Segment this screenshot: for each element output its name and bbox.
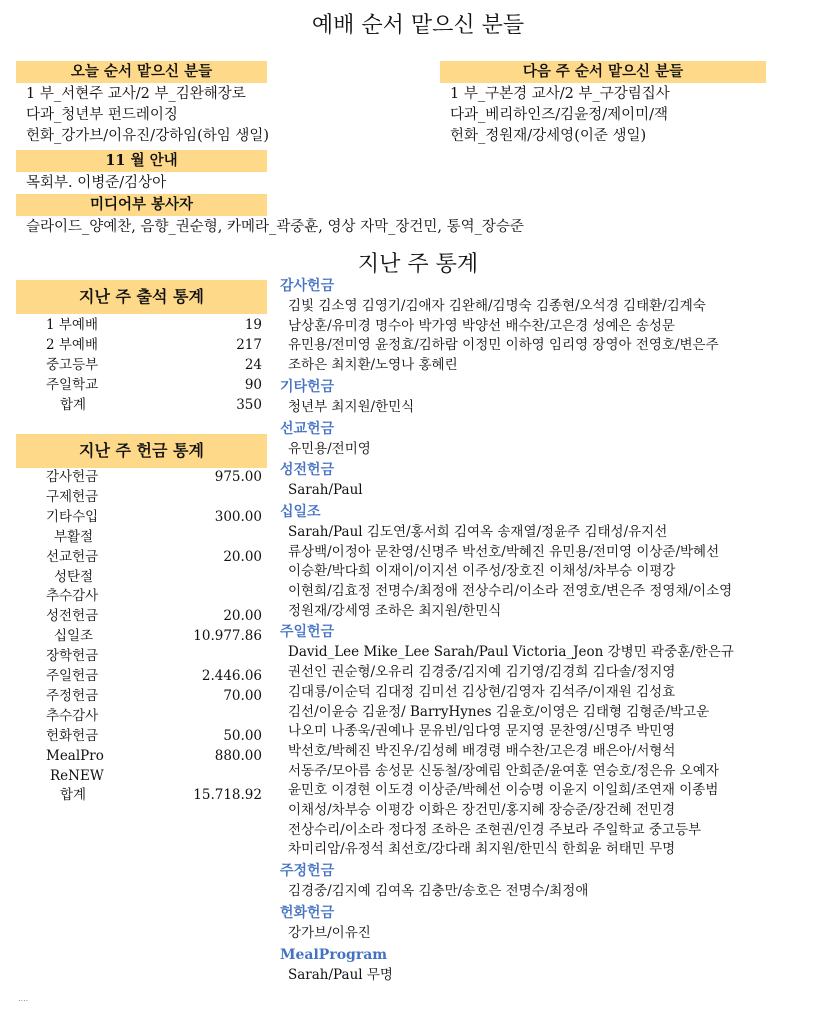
group-line: 차미리암/유정석 최선호/강다래 최지원/한민식 한희윤 허태민 무명 bbox=[288, 841, 676, 858]
group-line: 이현희/김효정 전명수/최정애 전상수리/이소라 전영호/변은주 정영채/이소영 bbox=[288, 583, 733, 600]
group-line: 김대룡/이순덕 김대정 김미선 김상현/김영자 김석주/이재원 김성효 bbox=[288, 683, 676, 700]
media-line: 슬라이드_양예찬, 음향_권순형, 카메라_곽중훈, 영상 자막_장건민, 통역_장승준 bbox=[26, 219, 524, 235]
group-heading-mealprogram: MealProgram bbox=[280, 946, 388, 963]
offering-row: 구제헌금 bbox=[46, 488, 99, 505]
group-line: 이채성/차부승 이평강 이화은 장건민/홍지혜 장승준/장건혜 전민경 bbox=[288, 802, 676, 819]
attendance-row: 1 부예배 19 bbox=[46, 317, 262, 333]
group-line: 나오미 나종욱/권예나 문유빈/임다영 문지영 문찬영/신명주 박민영 bbox=[288, 723, 676, 740]
group-line: 조하은 최치환/노영나 홍혜린 bbox=[288, 357, 458, 374]
offering-row: 장학헌금 bbox=[46, 648, 99, 665]
today-line: 1 부_서현주 교사/2 부_김완해장로 bbox=[26, 86, 246, 102]
corner-marker: .... bbox=[18, 994, 29, 1003]
group-line: 유민용/전미영 bbox=[288, 440, 371, 457]
group-line: 김경중/김지예 김여옥 김충만/송호은 전명수/최정애 bbox=[288, 883, 589, 900]
attendance-row: 중고등부 24 bbox=[46, 356, 262, 373]
offering-row: 십일조 10.977.86 bbox=[54, 628, 262, 645]
attendance-header: 지난 주 출석 통계 bbox=[16, 280, 267, 314]
group-line: 남상훈/유미경 명수아 박가영 박양선 배수찬/고은경 성예은 송성문 bbox=[288, 317, 675, 334]
offering-row: 감사헌금 975.00 bbox=[46, 469, 262, 485]
group-line: 유민용/전미영 윤정효/김하람 이정민 이하영 임리영 장영아 전영호/변은주 bbox=[288, 337, 719, 354]
group-heading-building: 성전헌금 bbox=[280, 462, 335, 479]
group-line: 권선인 권순형/오유리 김경중/김지예 김기영/김경희 김다솔/정지영 bbox=[288, 664, 676, 681]
group-line: 정원재/강세영 조하은 최지원/한민식 bbox=[288, 602, 502, 619]
group-line: Sarah/Paul 김도연/홍서희 김여옥 송재열/정윤주 김태성/유지선 bbox=[288, 523, 668, 540]
group-line: 전상수리/이소라 정다정 조하은 조현권/인경 주보라 주일학교 중고등부 bbox=[288, 821, 702, 838]
group-line: 김빛 김소영 김영기/김애자 김완해/김명숙 김종현/오석경 김태환/김계숙 bbox=[288, 298, 706, 314]
offering-row: 헌화헌금 50.00 bbox=[46, 727, 262, 744]
group-line: 서동주/모아름 송성문 신동철/장예림 안희준/윤여훈 연승호/정은유 오예자 bbox=[288, 762, 719, 779]
today-line: 다과_청년부 펀드레이징 bbox=[26, 107, 178, 123]
group-heading-flower: 헌화헌금 bbox=[280, 904, 335, 921]
group-line: David_Lee Mike_Lee Sarah/Paul Victoria_Jeon 강병민 곽중훈/한은규 bbox=[288, 644, 734, 661]
group-heading-sunday: 주일헌금 bbox=[280, 624, 335, 641]
offering-header: 지난 주 헌금 통계 bbox=[16, 434, 267, 468]
offering-row: 기타수입 300.00 bbox=[46, 508, 262, 525]
group-heading-other: 기타헌금 bbox=[280, 378, 335, 395]
donor-list bbox=[280, 275, 830, 985]
page-title: 예배 순서 맡으신 분들 bbox=[311, 13, 525, 38]
offering-row: 주일헌금 2.446.06 bbox=[46, 668, 262, 684]
offering-row: 선교헌금 20.00 bbox=[46, 548, 262, 565]
offering-row: 주정헌금 70.00 bbox=[46, 687, 262, 704]
today-servants-list bbox=[26, 84, 269, 147]
today-line: 헌화_강가브/이유진/강하임(하임 생일) bbox=[26, 128, 270, 144]
group-line: Sarah/Paul 무명 bbox=[288, 966, 393, 983]
offering-row: 성탄절 bbox=[54, 568, 94, 585]
today-servants-header: 오늘 순서 맡으신 분들 bbox=[16, 61, 267, 83]
offering-row: 추수감사 bbox=[46, 707, 99, 724]
group-line: 청년부 최지원/한민식 bbox=[288, 398, 415, 415]
next-line: 1 부_구본경 교사/2 부_구강림집사 bbox=[450, 86, 670, 102]
attendance-row: 주일학교 90 bbox=[46, 376, 262, 393]
next-line: 헌화_정원재/강세영(이준 생일) bbox=[450, 128, 647, 144]
group-line: 이승환/박다희 이재이/이지선 이주성/장호진 이채성/차부승 이평강 bbox=[288, 563, 676, 580]
group-heading-tithe: 십일조 bbox=[280, 503, 321, 520]
attendance-row: 2 부예배 217 bbox=[46, 336, 262, 353]
group-line: Sarah/Paul bbox=[288, 482, 363, 499]
next-servants-header: 다음 주 순서 맡으신 분들 bbox=[440, 61, 766, 83]
attendance-total-row: 합계 350 bbox=[60, 396, 262, 413]
group-line: 윤민호 이경현 이도경 이상준/박혜선 이승명 이윤지 이일희/조연재 이종범 bbox=[288, 782, 719, 799]
offering-row: 성전헌금 20.00 bbox=[46, 608, 262, 625]
group-line: 박선호/박혜진 박진우/김성혜 배경령 배수찬/고은경 배은아/서형석 bbox=[288, 742, 676, 759]
november-header: 11 월 안내 bbox=[16, 150, 267, 172]
november-line: 목회부. 이병준/김상아 bbox=[26, 175, 167, 191]
group-heading-weekly: 주정헌금 bbox=[280, 863, 335, 880]
media-header: 미디어부 봉사자 bbox=[16, 194, 267, 216]
group-line: 류상백/이정아 문찬영/신명주 박선호/박혜진 유민용/전미영 이상준/박혜선 bbox=[288, 543, 720, 560]
group-line: 강가브/이유진 bbox=[288, 924, 371, 941]
offering-row: MealPro 880.00 bbox=[46, 747, 262, 764]
group-heading-thanksgiving: 감사헌금 bbox=[280, 278, 335, 294]
offering-row: 부활절 bbox=[54, 528, 94, 545]
offering-row: ReNEW bbox=[50, 767, 104, 784]
group-heading-mission: 선교헌금 bbox=[280, 420, 335, 437]
stats-title: 지난 주 통계 bbox=[357, 252, 479, 277]
next-servants-list bbox=[450, 84, 670, 147]
offering-row: 추수감사 bbox=[46, 588, 99, 605]
offering-total-row: 합계 15.718.92 bbox=[60, 787, 262, 804]
next-line: 다과_베리하인즈/김윤정/제이미/잭 bbox=[450, 107, 669, 123]
group-line: 김선/이윤승 김윤정/ BarryHynes 김윤호/이영은 김태형 김형준/박고운 bbox=[288, 703, 710, 720]
